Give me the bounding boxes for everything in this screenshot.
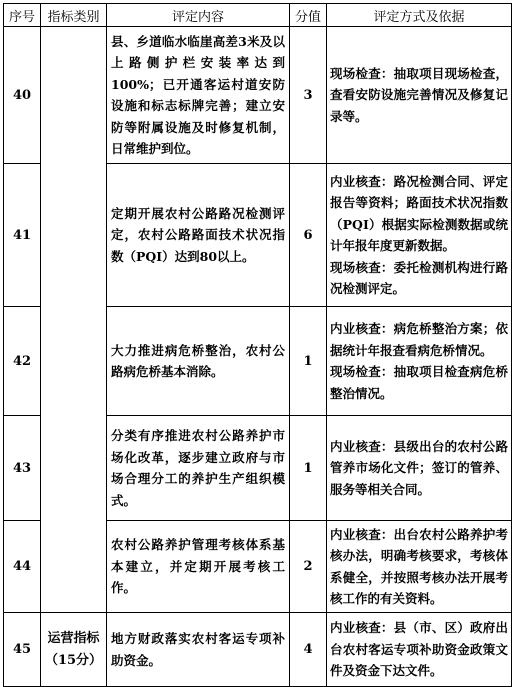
table-row (4, 613, 512, 687)
header-content: 评定内容 (107, 4, 290, 27)
method-line: 内业核查：出台农村公路养护考核办法，明确考核要求，考核体系健全，并按照考核办法开展考核工作的有关资料。 (330, 526, 508, 606)
row-num: 45 (4, 613, 41, 687)
row-content: 分类有序推进农村公路养护市场化改革，逐步建立政府与市场合理分工的养护生产组织模式。 (107, 416, 290, 521)
method-line: 现场检查：抽取项目检查病危桥整治情况。 (330, 364, 508, 401)
method-line: 内业核查：路况检测合同、评定报告等资料；路面技术状况指数（PQI）根据实际检测数据或统计年报年度更新数据。 (330, 173, 508, 253)
row-content: 农村公路养护管理考核体系基本建立，并定期开展考核工作。 (107, 521, 290, 613)
row-score: 4 (290, 613, 327, 687)
method-line: 内业核查：病危桥整治方案；依据统计年报查看病危桥情况。 (330, 321, 508, 358)
row-method (327, 164, 512, 307)
row-content: 大力推进病危桥整治，农村公路病危桥基本消除。 (107, 307, 290, 416)
row-method (327, 613, 512, 687)
header-num: 序号 (4, 4, 41, 27)
row-method (327, 416, 512, 521)
row-num: 44 (4, 521, 41, 613)
header-row (4, 4, 512, 27)
row-score: 3 (290, 27, 327, 164)
row-score: 1 (290, 307, 327, 416)
header-method: 评定方式及依据 (327, 4, 512, 27)
row-method (327, 521, 512, 613)
method-line: 内业核查：县（市、区）政府出台农村客运专项补助资金政策文件及资金下达文件。 (330, 620, 508, 679)
row-num: 43 (4, 416, 41, 521)
category-cell-empty (41, 27, 107, 613)
row-num: 41 (4, 164, 41, 307)
row-method (327, 307, 512, 416)
method-line: 现场核查：委托检测机构进行路况检测评定。 (330, 259, 508, 296)
row-content: 地方财政落实农村客运专项补助资金。 (107, 613, 290, 687)
row-score: 6 (290, 164, 327, 307)
row-content: 定期开展农村公路路况检测评定，农村公路路面技术状况指数（PQI）达到80以上。 (107, 164, 290, 307)
header-category: 指标类别 (41, 4, 107, 27)
evaluation-table (3, 3, 512, 687)
method-line: 内业核查：县级出台的农村公路管养市场化文件；签订的管养、服务等相关合同。 (330, 438, 508, 497)
table-row (4, 27, 512, 164)
row-score: 1 (290, 416, 327, 521)
row-content: 县、乡道临水临崖高差3米及以上路侧护栏安装率达到100%；已开通客运村道安防设施和标志标牌完善；建立安防等附属设施及时修复机制，日常维护到位。 (107, 27, 290, 164)
row-num: 40 (4, 27, 41, 164)
header-score: 分值 (290, 4, 327, 27)
row-num: 42 (4, 307, 41, 416)
row-method (327, 27, 512, 164)
category-cell: 运营指标（15分） (41, 613, 107, 687)
method-line: 现场检查：抽取项目现场检查，查看安防设施完善情况及修复记录等。 (330, 65, 508, 124)
row-score: 2 (290, 521, 327, 613)
